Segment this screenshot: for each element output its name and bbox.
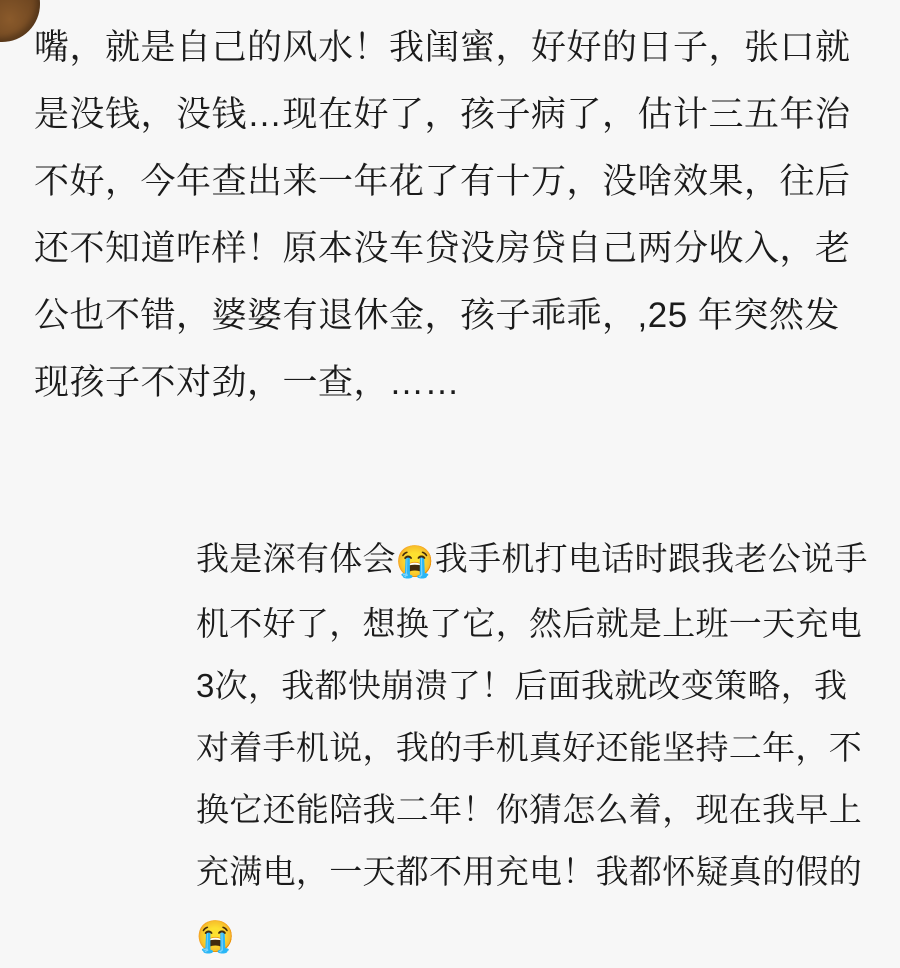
crying-emoji-icon: 😭: [196, 919, 235, 954]
quoted-reply: [196, 528, 868, 968]
quoted-reply-text-part-1: 我是深有体会: [196, 540, 396, 577]
root-comment-text: 嘴，就是自己的风水！我闺蜜，好好的日子，张口就是没钱，没钱…现在好了，孩子病了，估计三五年治不好，今年查出来一年花了有十万，没啥效果，往后还不知道咋样！原本没车贷没房贷自己两分收入，老公也不错，婆婆有退休金，孩子乖乖，,25 年突然发现孩子不对劲，一查，……: [34, 28, 851, 402]
crying-emoji-icon: 😭: [395, 544, 435, 579]
root-comment: [34, 14, 854, 416]
quoted-reply-text-part-2: 我手机打电话时跟我老公说手机不好了，想换了它，然后就是上班一天充电3次，我都快崩溃了！后面我就改变策略，我对着手机说，我的手机真好还能坚持二年，不换它还能陪我二年！你猜怎么着，现在我早上充满电，一天都不用充电！我都怀疑真的假的: [196, 540, 868, 890]
quoted-reply-text: [196, 528, 868, 968]
